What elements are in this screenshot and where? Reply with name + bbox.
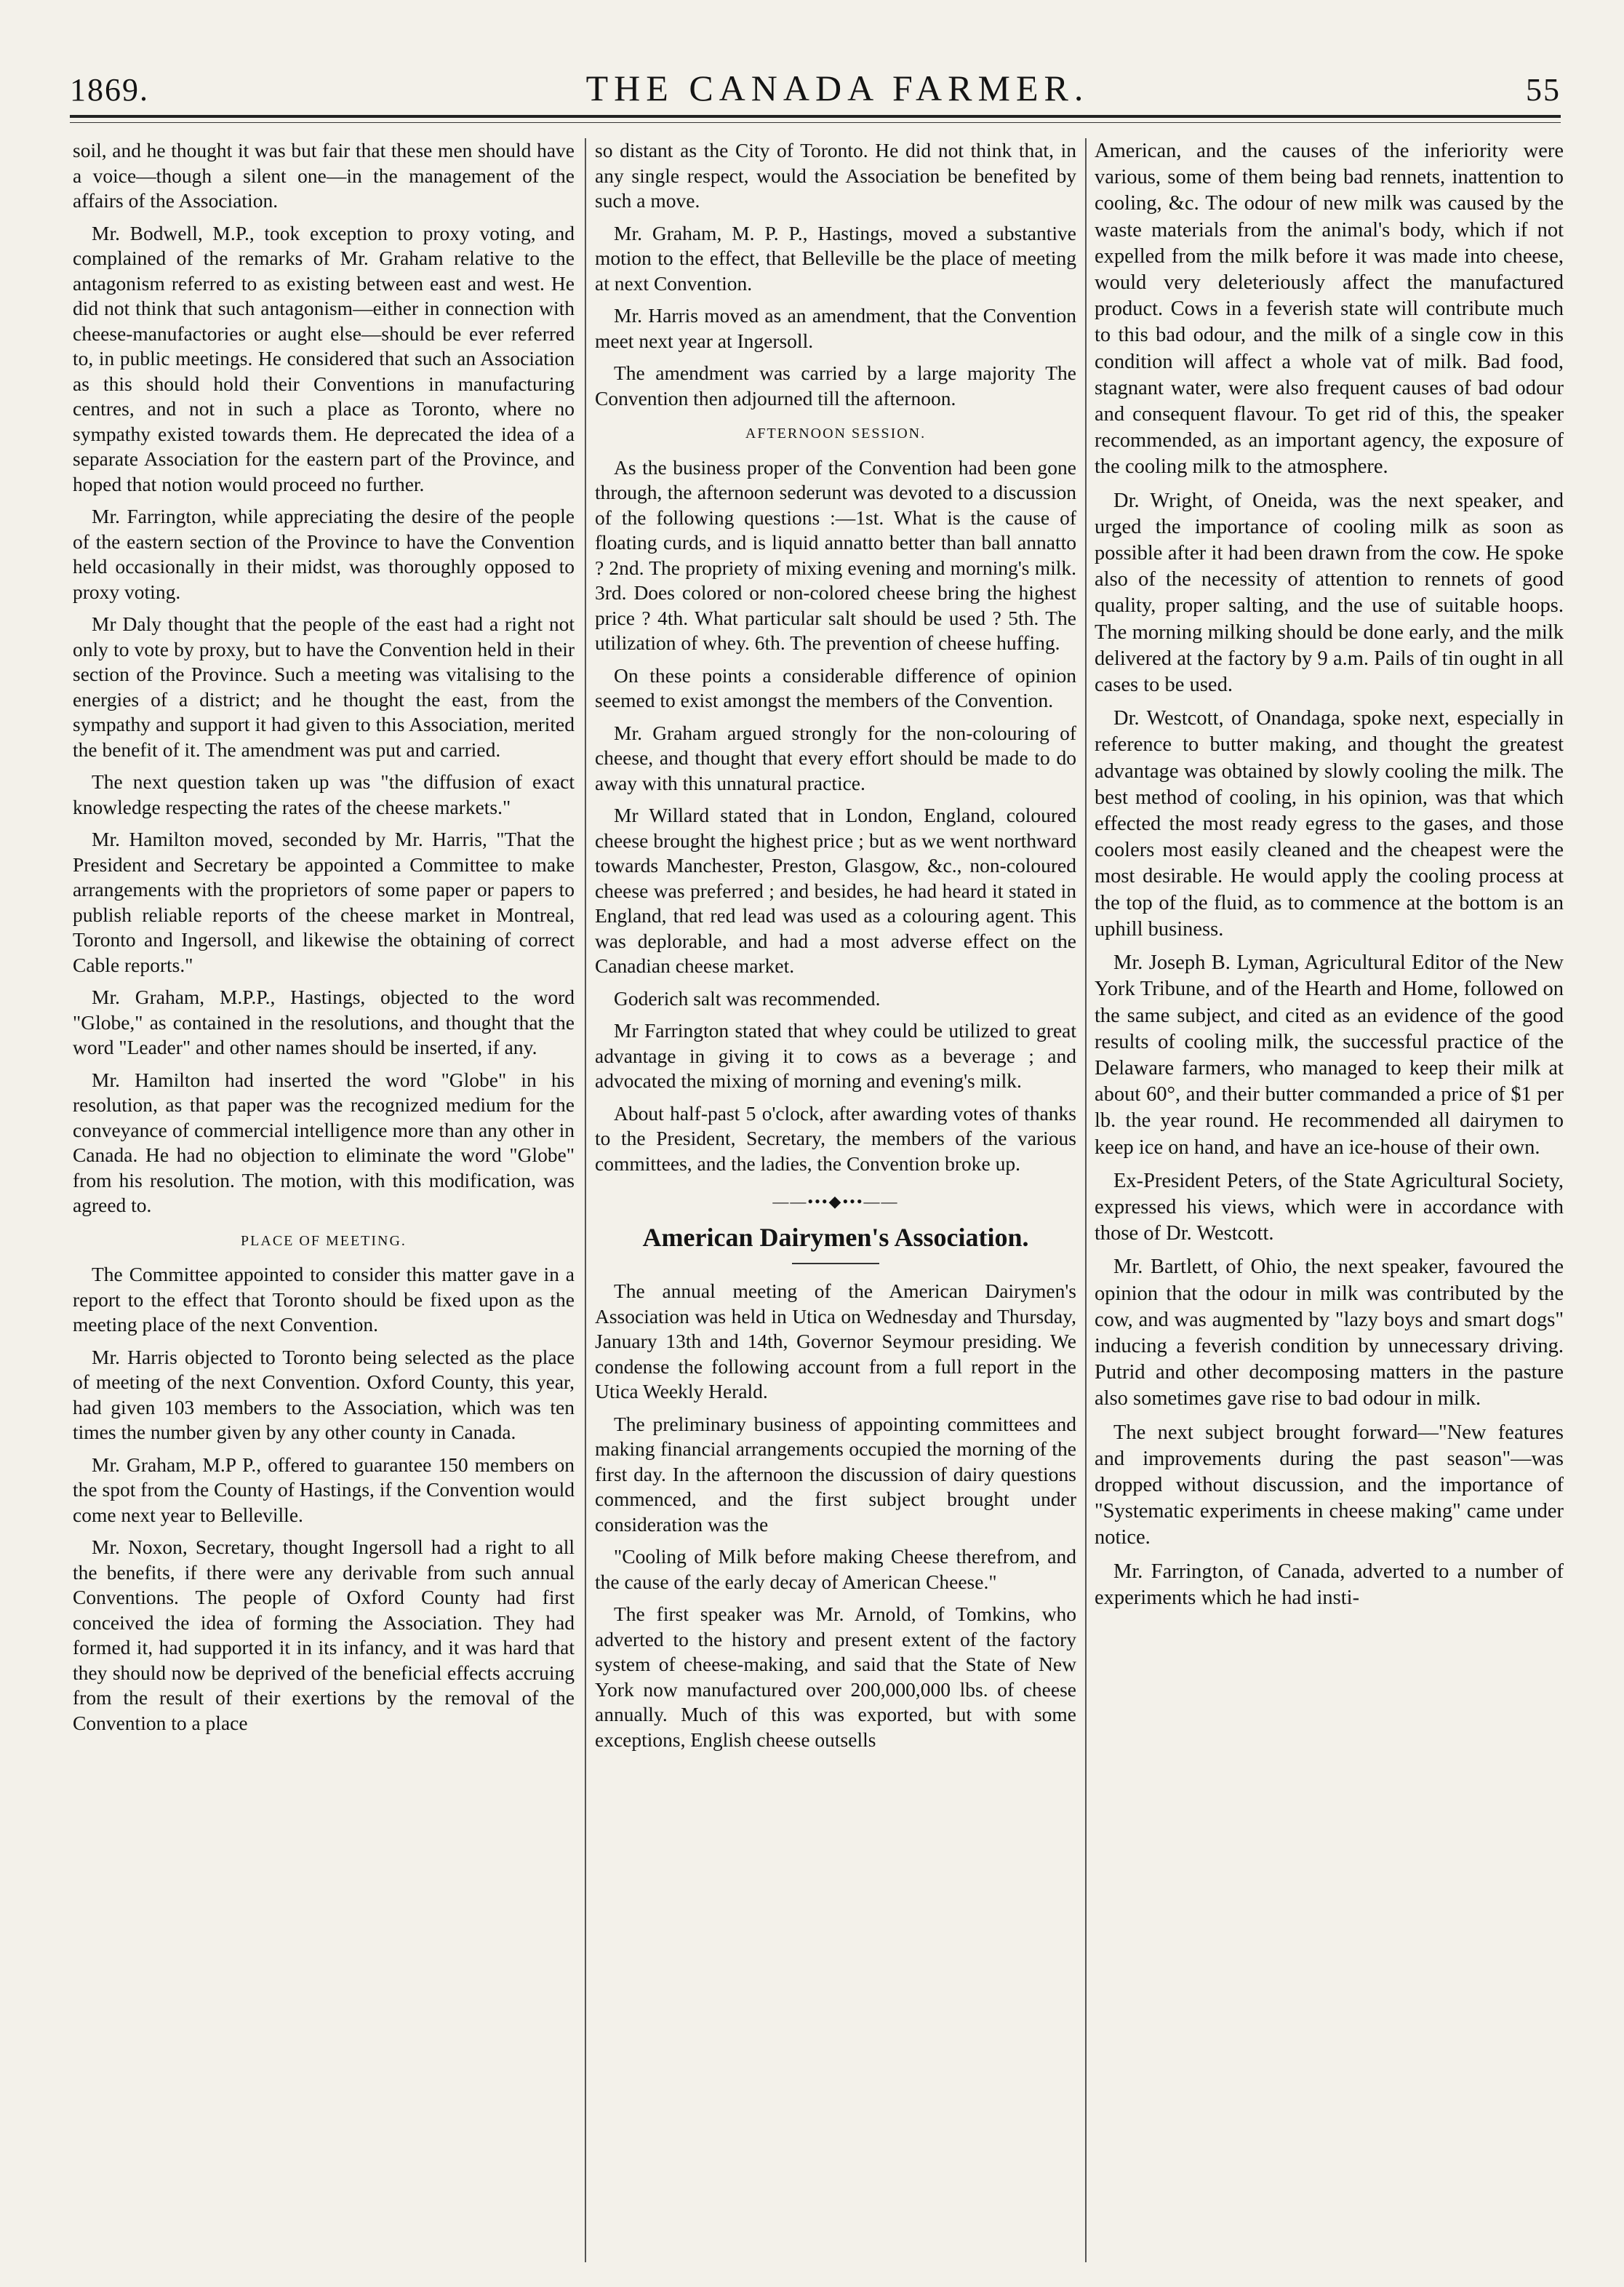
paragraph: Mr. Farrington, while appreciating the desire of the people of the eastern section of the Province to have the Convention held occasionally in their midst, was thoroughly opposed to proxy voting. (73, 505, 575, 603)
paragraph: Dr. Westcott, of Onandaga, spoke next, especially in reference to butter making, and thought the greatest advantage was obtained by slowly cooling the milk. The best method of cooling, in his opinion, was that which effected the most ready egress to the gases, and those coolers most easily cleaned and the cheapest were the most desirable. He would apply the cooling process at the top of the fluid, as to commence at the bottom is an uphill business. (1095, 707, 1564, 941)
paragraph: About half-past 5 o'clock, after awarding votes of thanks to the President, Secretary, the members of the various committees, and the ladies, the Convention broke up. (595, 1101, 1076, 1175)
paragraph: "Cooling of Milk before making Cheese therefrom, and the cause of the early decay of American Cheese." (595, 1545, 1076, 1593)
section-subhead: PLACE OF MEETING. (241, 1232, 407, 1249)
paragraph: Mr Willard stated that in London, England, coloured cheese brought the highest price ; but as we went northward towards Manchester, Preston, Glasgow, &c., non-coloured cheese was preferred ; and besides, he had heard it stated in England, that red lead was used as a colouring agent. This was deplorable, and had a most adverse effect on the Canadian cheese market. (595, 804, 1076, 977)
paragraph: The next subject brought forward—"New features and improvements during the past season"—was dropped without discussion, and the importance of "Systematic experiments in cheese making" came under notice. (1095, 1421, 1564, 1549)
paragraph: Mr. Graham, M. P. P., Hastings, moved a substantive motion to the effect, that Belleville be the place of meeting at next Convention. (595, 221, 1076, 295)
paragraph: As the business proper of the Convention had been gone through, the afternoon sederunt was devoted to a discussion of the following questions :—1st. What is the cause of floating curds, and is liquid annatto better than ball annatto ? 2nd. The propriety of mixing evening and morning's milk. 3rd. Does colored or non-colored cheese bring the highest price ? 4th. What particular salt should be used ? 5th. The utilization of whey. 6th. The prevention of cheese huffing. (595, 455, 1076, 654)
paragraph: American, and the causes of the inferiority were various, some of them being bad rennets, inattention to cooling, &c. The odour of new milk was caused by the waste materials from the animal's body, which if not expelled from the milk before it was made into cheese, would very deleteriously affect the manufactured product. Cows in a feverish state will contribute much to this bad odour, and the milk of a single cow in this condition will affect a whole vat of milk. Bad food, stagnant water, were also frequent causes of bad odour and consequent flavour. To get rid of this, the speaker recommended, as an important agency, the exposure of the cooling milk to the atmosphere. (1095, 140, 1564, 479)
column-3 (1095, 138, 1564, 2262)
paragraph: The Committee appointed to consider this matter gave in a report to the effect that Toronto should be fixed upon as the meeting place of the next Convention. (73, 1263, 575, 1336)
paragraph: Mr Daly thought that the people of the east had a right not only to vote by proxy, but to have the Convention held in their section of the Province. Such a meeting was vitalising to the energies of a district; and he thought the east, from the sympathy and support it had given to this Association, merited the benefit of it. The amendment was put and carried. (73, 612, 575, 761)
paragraph: Mr. Hamilton had inserted the word "Globe" in his resolution, as that paper was the recognized medium for the conveyance of commercial intelligence more than any other in Canada. He had no objection to eliminate the word "Globe" from his resolution. The motion, with this modification, was agreed to. (73, 1068, 575, 1216)
paragraph: Mr Farrington stated that whey could be utilized to great advantage in giving it to cows as a beverage ; and advocated the mixing of morning and evening's milk. (595, 1019, 1076, 1092)
paragraph: Mr. Bodwell, M.P., took exception to proxy voting, and complained of the remarks of Mr. Graham relative to the antagonism referred to as existing between east and west. He did not think that such antagonism—either in connection with cheese-manufactories or aught else—should be ever referred to, in public meetings. He considered that such an Association as this should hold their Conventions in manufacturing centres, and not in such a place as Toronto, where no sympathy existed towards them. He deprecated the idea of a separate Association for the eastern part of the Province, and hoped that notion would proceed no further. (73, 221, 575, 495)
masthead (70, 67, 1561, 108)
paragraph: Mr. Farrington, of Canada, adverted to a number of experiments which he had insti- (1095, 1560, 1564, 1609)
column-2 (595, 138, 1076, 2262)
paragraph: The amendment was carried by a large majority The Convention then adjourned till the afternoon. (595, 362, 1076, 410)
paragraph: Dr. Wright, of Oneida, was the next speaker, and urged the importance of cooling milk as soon as possible after it had been drawn from the cow. He spoke also of the necessity of attention to rennets of good quality, proper salting, and the use of suitable hoops. The morning milking should be done early, and the milk delivered at the factory by 9 a.m. Pails of tin ought in all cases to be used. (1095, 489, 1564, 697)
paragraph: Mr. Noxon, Secretary, thought Ingersoll had a right to all the benefits, if there were any derivable from such annual Conventions. The people of Oxford County had first conceived the idea of forming the Association. They had formed it, had supported it in its infancy, and it was hard that they should now be deprived of the beneficial effects accruing from the result of their exertions by the removal of the Convention to a place (73, 1536, 575, 1734)
paragraph: Mr. Joseph B. Lyman, Agricultural Editor of the New York Tribune, and of the Hearth and Home, followed on the same subject, and cited as an evidence of the good results of cooling milk, the successful practice of the Delaware farmers, who managed to keep their milk at about 60°, and their butter commanded a price of $1 per lb. the year round. He recommended all dairymen to keep ice on hand, and have an ice-house of their own. (1095, 951, 1564, 1159)
paragraph: On these points a considerable difference of opinion seemed to exist amongst the members of the Convention. (595, 663, 1076, 711)
title-rule (792, 1263, 879, 1264)
paragraph: The next question taken up was "the diffusion of exact knowledge respecting the rates of the cheese markets." (73, 770, 575, 818)
paragraph: Mr. Graham, M.P P., offered to guarantee 150 members on the spot from the County of Hastings, if the Convention would come next year to Belleville. (73, 1453, 575, 1526)
page-title: THE CANADA FARMER. (585, 68, 1089, 108)
paragraph: Mr. Harris objected to Toronto being selected as the place of meeting of the next Convention. Oxford County, this year, had given 103 members to the Association, which was ten times the number given by any other county in Canada. (73, 1345, 575, 1443)
column-divider (585, 138, 586, 2262)
paragraph: Mr. Graham, M.P.P., Hastings, objected to the word "Globe," as contained in the resolutions, and thought that the word "Leader" and other names should be inserted, if any. (73, 986, 575, 1058)
paragraph: Goderich salt was recommended. (614, 986, 881, 1010)
column-divider (1085, 138, 1087, 2262)
paragraph: Mr. Graham argued strongly for the non-colouring of cheese, and thought that every effort should be made to do away with this unnatural practice. (595, 721, 1076, 794)
page-year: 1869. (70, 72, 149, 108)
section-subhead: AFTERNOON SESSION. (745, 426, 927, 442)
paragraph: The preliminary business of appointing committees and making financial arrangements occupied the morning of the first day. In the afternoon the discussion of dairy questions commenced, and the first subject brought under consideration was the (595, 1412, 1076, 1536)
paragraph: Mr. Bartlett, of Ohio, the next speaker, favoured the opinion that the odour in milk was contributed by the cow, and was augmented by "lazy boys and smart dogs" inducing a feverish condition by unnecessary driving. Putrid and other decomposing matters in the pasture also sometimes gave rise to bad odour in milk. (1095, 1256, 1564, 1410)
ornament-divider: ——•••◆•••—— (772, 1192, 899, 1210)
header-rule-thin (70, 122, 1561, 123)
paragraph: Mr. Hamilton moved, seconded by Mr. Harris, "That the President and Secretary be appointed a Committee to make arrangements with the proprietors of some paper or papers to publish reliable reports of the cheese market in Montreal, Toronto and Ingersoll, and likewise the obtaining of correct Cable reports." (73, 828, 575, 976)
paragraph: soil, and he thought it was but fair that these men should have a voice—though a silent one—in the management of the affairs of the Association. (73, 139, 575, 212)
paragraph: The annual meeting of the American Dairymen's Association was held in Utica on Wednesday and Thursday, January 13th and 14th, Governor Seymour presiding. We condense the following account from a full report in the Utica Weekly Herald. (595, 1280, 1076, 1402)
article-title: American Dairymen's Association. (642, 1222, 1029, 1252)
paragraph: so distant as the City of Toronto. He did not think that, in any single respect, would the Association be benefited by such a move. (595, 139, 1076, 212)
column-1 (73, 138, 575, 2262)
paragraph: The first speaker was Mr. Arnold, of Tomkins, who adverted to the history and present extent of the factory system of cheese-making, and said that the State of New York now manufactured over 200,000,000 lbs. of cheese annually. Much of this was exported, but with some exceptions, English cheese outsells (595, 1603, 1076, 1751)
paragraph: Ex-President Peters, of the State Agricultural Society, expressed his views, which were in accordance with those of Dr. Westcott. (1095, 1169, 1564, 1245)
paragraph: Mr. Harris moved as an amendment, that the Convention meet next year at Ingersoll. (595, 304, 1076, 352)
header-rule (70, 115, 1561, 118)
page-number: 55 (1525, 72, 1561, 108)
